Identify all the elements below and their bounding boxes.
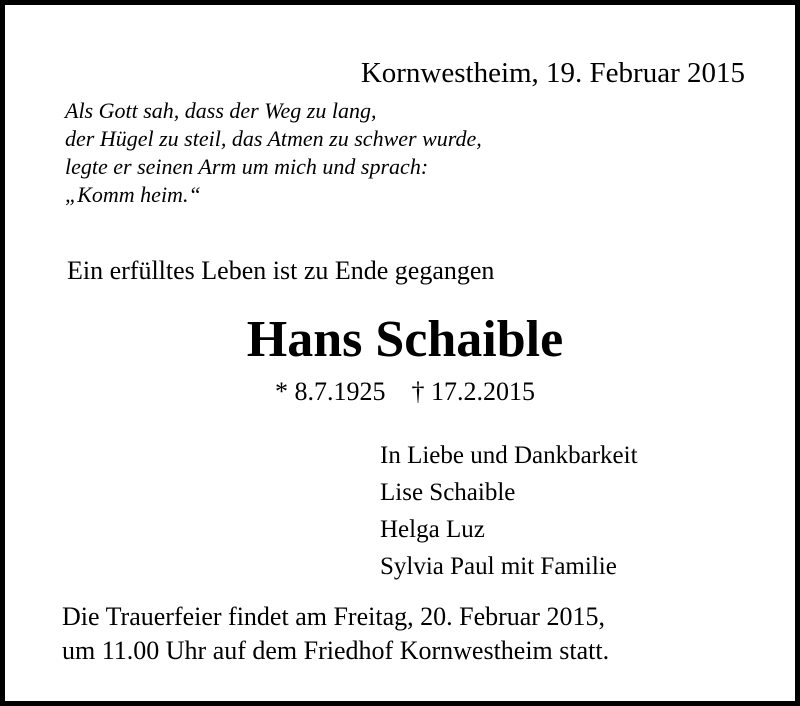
intro-text: Ein erfülltes Leben ist zu Ende gegangen [67,256,495,285]
poem-line: legte er seinen Arm um mich und sprach: [65,154,429,179]
deceased-name: Hans Schaible [246,311,564,368]
funeral-service-info [62,600,609,668]
service-line: um 11.00 Uhr auf dem Friedhof Kornwestheim statt. [62,636,610,665]
life-dates [5,377,800,407]
birth-date: * 8.7.1925 [275,377,386,406]
death-date: † 17.2.2015 [411,377,535,406]
poem-line: der Hügel zu steil, das Atmen zu schwer wurde, [65,126,482,151]
mourner: Sylvia Paul mit Familie [380,553,617,580]
poem-line: Als Gott sah, dass der Weg zu lang, [65,98,377,123]
place-date: Kornwestheim, 19. Februar 2015 [360,57,745,89]
poem-line: „Komm heim.“ [65,182,201,207]
mourners-heading: In Liebe und Dankbarkeit [380,442,638,469]
mourners [380,437,638,585]
service-line: Die Trauerfeier findet am Freitag, 20. Februar 2015, [62,602,605,631]
mourner: Helga Luz [380,516,485,543]
mourner: Lise Schaible [380,479,516,506]
poem [65,97,482,209]
